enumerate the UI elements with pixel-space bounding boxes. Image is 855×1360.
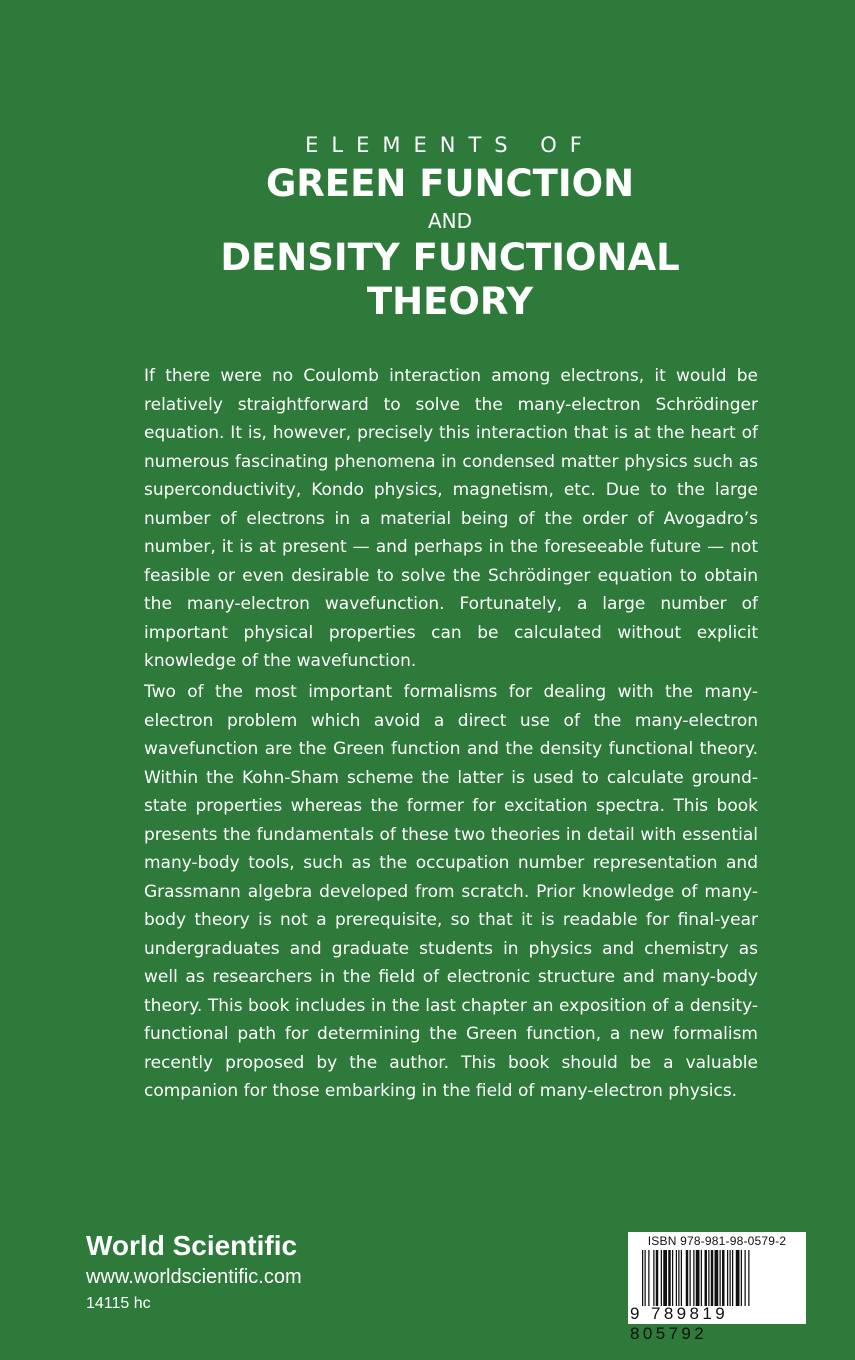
publisher-url: www.worldscientific.com — [86, 1266, 302, 1288]
publisher-block — [86, 1228, 302, 1316]
isbn-barcode — [628, 1232, 806, 1343]
barcode-bars-icon — [642, 1250, 802, 1306]
title-line-1: GREEN FUNCTION — [265, 162, 635, 205]
publisher-code: 14115 hc — [86, 1295, 151, 1312]
blurb-paragraph-1: If there were no Coulomb interaction among electrons, it would be relatively straightforward to solve the many-electron Schrödinger equation. It is, however, precisely this interaction that is at the heart of numerous fascinating phenomena in condensed matter physics such as superconductivity, Kondo physics, magnetism, etc. Due to the large number of electrons in a material being of the order of Avogadro’s number, it is at present — and perhaps in the foreseeable future — not feasible or even desirable to solve the Schrödinger equation to obtain the many-electron wavefunction. Fortunately, a large number of important physical properties can be calculated without explicit knowledge of the wavefunction. — [144, 366, 758, 671]
blurb-paragraph-2: Two of the most important formalisms for dealing with the many-electron problem which avoid a direct use of the many-electron wavefunction are the Green function and the density functional theory. Within the Kohn-Sham scheme the latter is used to calculate ground-state properties whereas the former for excitation spectra. This book presents the fundamentals of these two theories in detail with essential many-body tools, such as the occupation number representation and Grassmann algebra developed from scratch. Prior knowledge of many-body theory is not a prerequisite, so that it is readable for final-year undergraduates and graduate students in physics and chemistry as well as researchers in the field of electronic structure and many-body theory. This book includes in the last chapter an exposition of a density-functional path for determining the Green function, a new formalism recently proposed by the author. This book should be a valuable companion for those embarking in the field of many-electron physics. — [144, 682, 758, 1101]
title-line-2: DENSITY FUNCTIONAL — [220, 236, 680, 279]
barcode-digits: 9 789819 805792 — [630, 1304, 729, 1343]
isbn-label: ISBN 978-981-98-0579-2 — [647, 1234, 787, 1248]
title-and: AND — [427, 209, 473, 233]
title-kicker: ELEMENTS OF — [305, 133, 595, 157]
publisher-name: World Scientific — [86, 1230, 298, 1261]
title-line-3: THEORY — [366, 280, 534, 323]
title-block — [0, 128, 855, 324]
